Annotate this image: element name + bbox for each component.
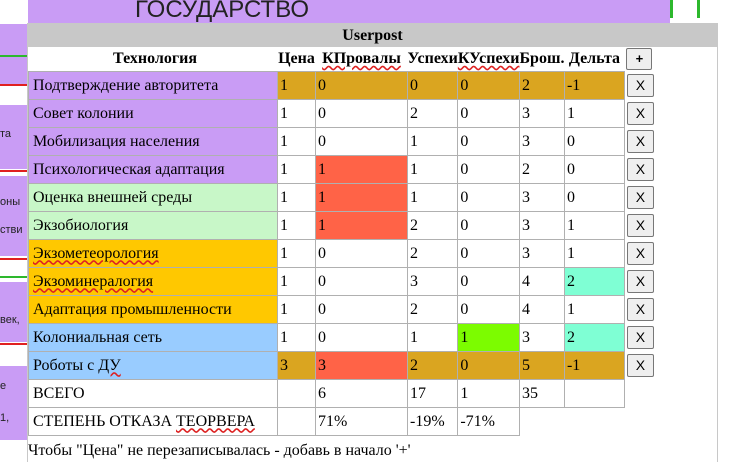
background-block bbox=[0, 24, 28, 84]
remove-row-button[interactable]: X bbox=[627, 158, 654, 181]
rolls-cell[interactable]: 3 bbox=[519, 212, 564, 240]
table-row bbox=[29, 184, 656, 212]
price-cell[interactable]: 1 bbox=[278, 128, 316, 156]
remove-row-button[interactable]: X bbox=[627, 242, 654, 265]
kfails-cell[interactable]: 0 bbox=[316, 296, 408, 324]
table-row bbox=[29, 352, 656, 380]
kfails-cell[interactable]: 0 bbox=[316, 128, 408, 156]
kfails-cell[interactable]: 0 bbox=[316, 268, 408, 296]
price-cell[interactable]: 1 bbox=[278, 324, 316, 352]
kfails-cell[interactable]: 1 bbox=[316, 212, 408, 240]
background-divider bbox=[0, 55, 28, 57]
rolls-cell[interactable]: 4 bbox=[519, 268, 564, 296]
table-header-row bbox=[29, 47, 656, 72]
remove-cell bbox=[624, 100, 655, 128]
remove-row-button[interactable]: X bbox=[627, 214, 654, 237]
rate-successes: -19% bbox=[408, 408, 458, 436]
table-row bbox=[29, 240, 656, 268]
rate-kfails: 71% bbox=[316, 408, 408, 436]
price-cell[interactable]: 1 bbox=[278, 268, 316, 296]
background-block bbox=[0, 176, 28, 256]
background-divider bbox=[0, 258, 28, 260]
remove-cell bbox=[624, 296, 655, 324]
delta-cell[interactable]: 0 bbox=[564, 184, 624, 212]
rolls-cell[interactable]: 3 bbox=[519, 100, 564, 128]
background-header bbox=[0, 0, 670, 24]
column-header: КПровалы bbox=[322, 50, 401, 67]
background-marker bbox=[670, 0, 673, 18]
kfails-cell[interactable]: 1 bbox=[316, 156, 408, 184]
delta-cell[interactable]: -1 bbox=[564, 72, 624, 100]
delta-cell[interactable]: 2 bbox=[564, 268, 624, 296]
technology-name: Совет колонии bbox=[29, 100, 278, 128]
technology-name: Экзобиология bbox=[29, 212, 278, 240]
totals-kfails: 6 bbox=[316, 380, 408, 408]
totals-delta-cell bbox=[564, 380, 624, 408]
successes-cell[interactable]: 1 bbox=[408, 128, 458, 156]
background-snippet: та bbox=[0, 128, 12, 140]
kfails-cell[interactable]: 0 bbox=[316, 100, 408, 128]
kfails-cell[interactable]: 0 bbox=[316, 72, 408, 100]
table-row bbox=[29, 128, 656, 156]
ksuccesses-cell[interactable]: 0 bbox=[458, 296, 520, 324]
price-cell[interactable]: 1 bbox=[278, 184, 316, 212]
remove-cell bbox=[624, 72, 655, 100]
table-row bbox=[29, 324, 656, 352]
technology-name: Адаптация промышленности bbox=[29, 296, 278, 324]
column-header: Технология bbox=[113, 50, 197, 67]
column-header: Дельта bbox=[568, 50, 621, 67]
totals-ksuccesses: 1 bbox=[458, 380, 520, 408]
ksuccesses-cell[interactable]: 0 bbox=[458, 352, 520, 380]
rate-ksuccesses: -71% bbox=[458, 408, 520, 436]
column-header: Цена bbox=[278, 50, 315, 67]
totals-price-cell bbox=[278, 380, 316, 408]
successes-cell[interactable]: 2 bbox=[408, 212, 458, 240]
delta-cell[interactable]: 2 bbox=[564, 324, 624, 352]
successes-cell[interactable]: 0 bbox=[408, 72, 458, 100]
dialog-title: Userpost bbox=[28, 24, 717, 47]
ksuccesses-cell[interactable]: 0 bbox=[458, 268, 520, 296]
delta-cell[interactable]: 0 bbox=[564, 128, 624, 156]
background-divider bbox=[0, 84, 28, 86]
rate-label: СТЕПЕНЬ ОТКАЗА ТЕОРВЕРА bbox=[29, 408, 278, 436]
background-divider bbox=[0, 170, 28, 172]
hint-note: Чтобы "Цена" не перезаписывалась - добавь в начало '+' bbox=[28, 442, 411, 459]
price-cell[interactable]: 1 bbox=[278, 212, 316, 240]
price-cell[interactable]: 1 bbox=[278, 156, 316, 184]
rolls-cell[interactable]: 5 bbox=[519, 352, 564, 380]
background-divider bbox=[0, 343, 28, 345]
technology-name-suffix: ДУ bbox=[98, 356, 121, 374]
background-left-column bbox=[0, 0, 28, 462]
background-marker bbox=[697, 0, 700, 18]
table-row bbox=[29, 72, 656, 100]
successes-cell[interactable]: 1 bbox=[408, 184, 458, 212]
kfails-cell[interactable]: 0 bbox=[316, 324, 408, 352]
remove-row-button[interactable]: X bbox=[627, 298, 654, 321]
price-cell[interactable]: 1 bbox=[278, 72, 316, 100]
technology-name: Экзоминералогия bbox=[29, 268, 278, 296]
successes-cell[interactable]: 2 bbox=[408, 296, 458, 324]
rolls-cell[interactable]: 2 bbox=[519, 156, 564, 184]
rolls-cell[interactable]: 2 bbox=[519, 72, 564, 100]
background-divider bbox=[0, 276, 28, 278]
delta-cell[interactable]: 1 bbox=[564, 100, 624, 128]
remove-row-button[interactable]: X bbox=[627, 130, 654, 153]
empty-cell bbox=[564, 408, 624, 436]
background-snippet: оны bbox=[0, 196, 21, 208]
delta-cell[interactable]: 1 bbox=[564, 212, 624, 240]
table-row bbox=[29, 212, 656, 240]
totals-row bbox=[29, 380, 656, 408]
ksuccesses-cell[interactable]: 1 bbox=[458, 324, 520, 352]
table-row bbox=[29, 296, 656, 324]
technology-name: Мобилизация населения bbox=[29, 128, 278, 156]
background-snippet: е bbox=[0, 380, 7, 392]
technology-name: Подтверждение авторитета bbox=[29, 72, 278, 100]
remove-cell bbox=[624, 184, 655, 212]
totals-label: ВСЕГО bbox=[29, 380, 278, 408]
userpost-dialog bbox=[28, 24, 717, 462]
empty-cell bbox=[624, 408, 655, 436]
table-row bbox=[29, 100, 656, 128]
remove-row-button[interactable]: X bbox=[627, 326, 654, 349]
rolls-cell[interactable]: 4 bbox=[519, 296, 564, 324]
remove-cell bbox=[624, 324, 655, 352]
technology-name: Колониальная сеть bbox=[29, 324, 278, 352]
totals-successes: 17 bbox=[408, 380, 458, 408]
successes-cell[interactable]: 3 bbox=[408, 268, 458, 296]
delta-cell[interactable]: 1 bbox=[564, 296, 624, 324]
ksuccesses-cell[interactable]: 0 bbox=[458, 240, 520, 268]
ksuccesses-cell[interactable]: 0 bbox=[458, 156, 520, 184]
background-snippet: стви bbox=[0, 224, 23, 236]
successes-cell[interactable]: 2 bbox=[408, 352, 458, 380]
technology-table bbox=[28, 47, 656, 436]
add-row-button[interactable]: + bbox=[626, 48, 652, 70]
technology-name: Психологическая адаптация bbox=[29, 156, 278, 184]
price-cell[interactable]: 1 bbox=[278, 240, 316, 268]
ksuccesses-cell[interactable]: 0 bbox=[458, 100, 520, 128]
price-cell[interactable]: 3 bbox=[278, 352, 316, 380]
rate-price-cell bbox=[278, 408, 316, 436]
rate-label-word: ТЕОРВЕРА bbox=[176, 412, 255, 430]
rolls-cell[interactable]: 3 bbox=[519, 184, 564, 212]
delta-cell[interactable]: 0 bbox=[564, 156, 624, 184]
remove-cell bbox=[624, 240, 655, 268]
remove-cell bbox=[624, 352, 655, 380]
background-header-title: ГОСУДАРСТВО bbox=[135, 0, 310, 23]
remove-row-button[interactable]: X bbox=[627, 270, 654, 293]
successes-cell[interactable]: 2 bbox=[408, 240, 458, 268]
technology-name: Роботы с ДУ bbox=[29, 352, 278, 380]
price-cell[interactable]: 1 bbox=[278, 296, 316, 324]
kfails-cell[interactable]: 1 bbox=[316, 184, 408, 212]
remove-cell bbox=[624, 128, 655, 156]
add-cell bbox=[624, 47, 655, 72]
column-header: КУспехи bbox=[457, 50, 520, 67]
ksuccesses-cell[interactable]: 0 bbox=[458, 184, 520, 212]
background-block bbox=[0, 282, 28, 342]
technology-name: Экзометеорология bbox=[29, 240, 278, 268]
remove-cell bbox=[624, 212, 655, 240]
rate-row bbox=[29, 408, 656, 436]
remove-row-button[interactable]: X bbox=[627, 102, 654, 125]
successes-cell[interactable]: 1 bbox=[408, 156, 458, 184]
table-row bbox=[29, 156, 656, 184]
delta-cell[interactable]: -1 bbox=[564, 352, 624, 380]
remove-row-button[interactable]: X bbox=[627, 186, 654, 209]
kfails-cell[interactable]: 0 bbox=[316, 240, 408, 268]
ksuccesses-cell[interactable]: 0 bbox=[458, 212, 520, 240]
remove-cell bbox=[624, 268, 655, 296]
background-snippet: век, bbox=[0, 314, 20, 326]
table-row bbox=[29, 268, 656, 296]
totals-rolls: 35 bbox=[519, 380, 564, 408]
rolls-cell[interactable]: 3 bbox=[519, 128, 564, 156]
background-block bbox=[0, 366, 28, 440]
kfails-cell[interactable]: 3 bbox=[316, 352, 408, 380]
column-header: Успехи bbox=[407, 50, 458, 67]
background-right-strip bbox=[670, 0, 755, 24]
successes-cell[interactable]: 2 bbox=[408, 100, 458, 128]
price-cell[interactable]: 1 bbox=[278, 100, 316, 128]
technology-name: Оценка внешней среды bbox=[29, 184, 278, 212]
empty-cell bbox=[624, 380, 655, 408]
delta-cell[interactable]: 1 bbox=[564, 240, 624, 268]
rolls-cell[interactable]: 3 bbox=[519, 240, 564, 268]
ksuccesses-cell[interactable]: 0 bbox=[458, 72, 520, 100]
ksuccesses-cell[interactable]: 0 bbox=[458, 128, 520, 156]
rolls-cell[interactable]: 3 bbox=[519, 324, 564, 352]
successes-cell[interactable]: 1 bbox=[408, 324, 458, 352]
remove-cell bbox=[624, 156, 655, 184]
remove-row-button[interactable]: X bbox=[627, 354, 654, 377]
column-header: Брош. bbox=[519, 50, 565, 67]
background-snippet: 1, bbox=[0, 412, 10, 424]
remove-row-button[interactable]: X bbox=[627, 74, 654, 97]
empty-cell bbox=[519, 408, 564, 436]
